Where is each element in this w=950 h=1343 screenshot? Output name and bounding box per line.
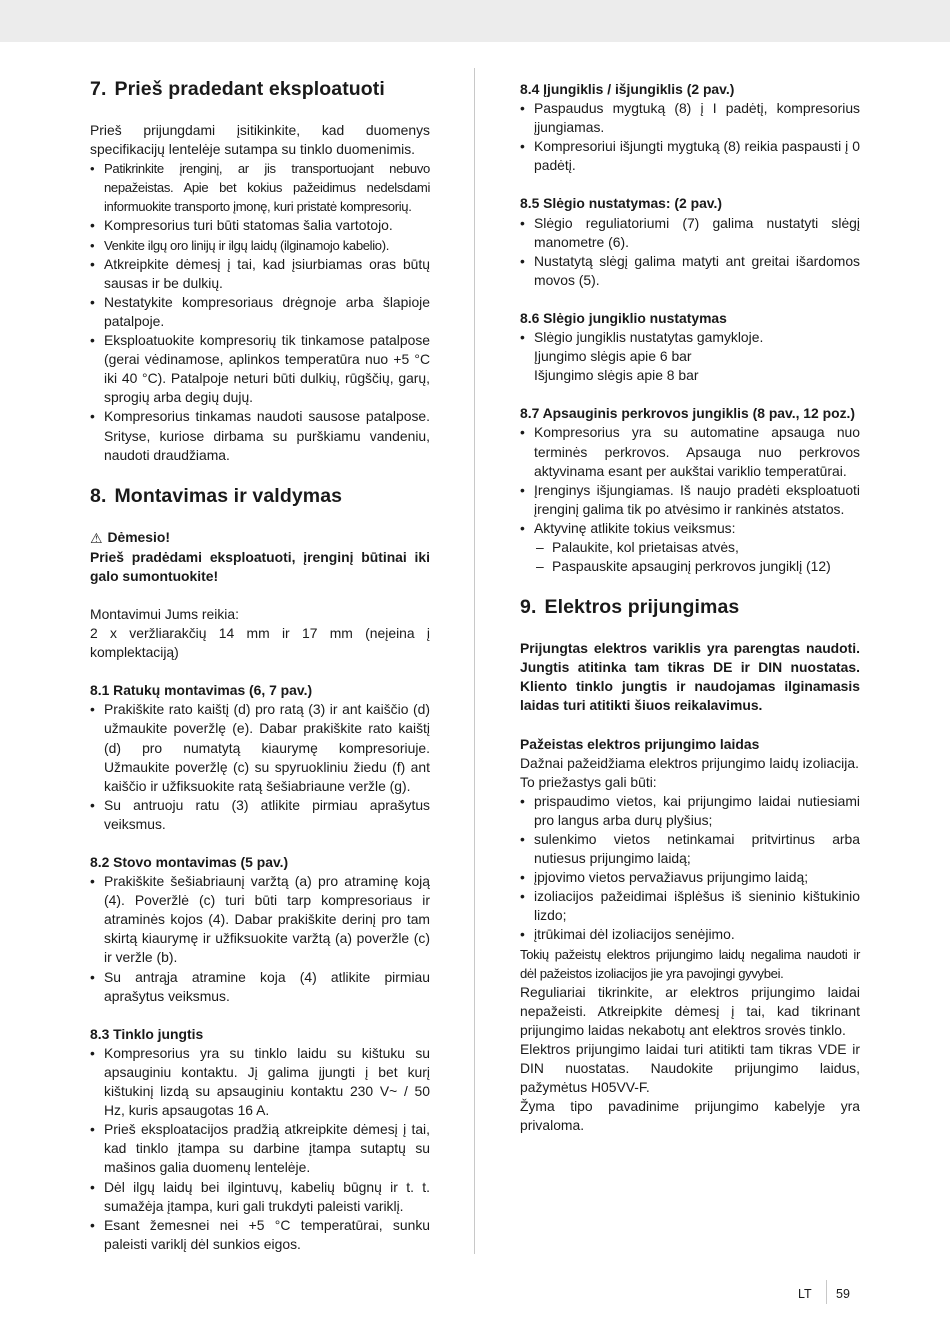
list-item: • izoliacijos pažeidimai išplėšus iš sieninio kištukinio lizdo; (520, 887, 860, 925)
section-9-heading: 9. Elektros prijungimas (520, 596, 740, 619)
section-7-intro: Prieš prijungdami įsitikinkite, kad duomenys specifikacijų lentelėje sutampa su tinklo duomenimis. (90, 122, 430, 158)
section-8-6-heading: 8.6 Slėgio jungiklio nustatymas (520, 309, 727, 326)
section-8-7-heading: 8.7 Apsauginis perkrovos jungiklis (8 pav., 12 poz.) (520, 405, 856, 422)
section-8-2-list (90, 872, 430, 1006)
damaged-cable-heading: Pažeistas elektros prijungimo laidas (520, 735, 760, 752)
list-item: • įpjovimo vietos pervažiavus prijungimo laidą; (520, 868, 860, 887)
list-item: • Slėgio reguliatoriumi (7) galima nustatyti slėgį manometre (6). (520, 214, 860, 252)
warning-title: ⚠ Dėmesio! (90, 528, 430, 548)
section-8-4-heading: 8.4 Įjungiklis / išjungiklis (2 pav.) (520, 81, 735, 97)
column-divider (474, 68, 475, 1254)
list-item: • Su antrąja atramine koja (4) atlikite pirmiau aprašytus veiksmus. (90, 968, 430, 1006)
needs-label: Montavimui Jums reikia: (90, 605, 239, 622)
causes-list (520, 792, 860, 945)
step-item: – Paspauskite apsauginį perkrovos jungiklį (12) (520, 557, 860, 576)
list-item: • Kompresorius yra su automatine apsauga nuo terminės perkrovos. Apsauga nuo perkrovos aktyvinama esant per aukštai variklio temperatūrai. (520, 423, 860, 480)
causes-label: To priežastys gali būti: (520, 773, 657, 790)
vde-text: Elektros prijungimo laidai turi atitikti tam tikras VDE ir DIN nuostatas. Naudokite prijungimo laidus, pažymėtus H05VV-F. (520, 1041, 860, 1096)
list-item: • įtrūkimai dėl izoliacijos senėjimo. (520, 925, 860, 944)
section-7-list (90, 159, 430, 465)
marking-text: Žyma tipo pavadinime prijungimo kabelyje yra privaloma. (520, 1098, 860, 1134)
list-item: • sulenkimo vietos netinkamai pritvirtinus arba nutiesus prijungimo laidą; (520, 830, 860, 868)
section-8-5-list (520, 214, 860, 290)
section-8-5-heading: 8.5 Slėgio nustatymas: (2 pav.) (520, 195, 722, 212)
list-item: • prispaudimo vietos, kai prijungimo laidai nutiesiami pro langus arba durų plyšius; (520, 792, 860, 830)
section-8-3-heading: 8.3 Tinklo jungtis (90, 1025, 204, 1042)
section-7-heading: 7. Prieš pradedant eksploatuoti (90, 78, 385, 100)
section-8-7-list (520, 423, 860, 576)
list-item: • Kompresorius tinkamas naudoti sausose patalpose. Srityse, kuriose dirbama su purškiamu vandeniu, naudoti draudžiama. (90, 407, 430, 464)
right-column (520, 76, 860, 1136)
list-item: • Venkite ilgų oro linijų ir ilgų laidų (ilginamojo kabelio). (90, 236, 430, 255)
section-8-3-list (90, 1044, 430, 1254)
list-item: • Įrenginys išjungiamas. Iš naujo pradėti eksploatuoti įrenginį galima tik po atvėsimo ir rankinės atstatos. (520, 481, 860, 519)
on-pressure: Įjungimo slėgis apie 6 bar (534, 348, 692, 365)
list-item: • Prieš eksploatacijos pradžią atkreipkite dėmesį į tai, kad tinklo įtampa su darbine įtampa sutaptų su mašinos galia duomenų lentelėje. (90, 1120, 430, 1177)
list-item: • Aktyvinę atlikite tokius veiksmus: (520, 519, 860, 538)
list-item: • Nustatytą slėgį galima matyti ant greitai išardomos movos (5). (520, 252, 860, 290)
off-pressure: Išjungimo slėgis apie 8 bar (534, 367, 699, 384)
check-text: Reguliariai tikrinkite, ar elektros prijungimo laidai nepažeisti. Atkreipkite dėmesį į tai, kad tikrinant prijungimo laidas nekabotų ant elektros srovės tinklo. (520, 983, 860, 1038)
top-bar (0, 0, 950, 42)
step-item: – Palaukite, kol prietaisas atvės, (520, 538, 860, 557)
list-item: • Paspaudus mygtuką (8) į I padėtį, kompresorius įjungiamas. (520, 99, 860, 137)
damaged-cable-text: Dažnai pažeidžiama elektros prijungimo laidų izoliacija. (520, 754, 859, 771)
list-item: • Slėgio jungiklis nustatytas gamykloje. (520, 328, 860, 347)
list-item: • Kompresoriui išjungti mygtuką (8) reikia paspausti į 0 padėtį. (520, 137, 860, 175)
section-8-1-heading: 8.1 Ratukų montavimas (6, 7 pav.) (90, 682, 313, 699)
list-item: • Kompresorius yra su tinklo laidu su kištuku su apsauginiu kontaktu. Jį galima įjungti į bet kurį kištukinį lizdą su apsauginiu kontaktu 230 V~ / 50 Hz, kuris apsaugotas 16 A. (90, 1044, 430, 1120)
page-number: 59 (836, 1287, 850, 1301)
list-item: • Dėl ilgų laidų bei ilgintuvų, kabelių būgnų ir t. t. sumažėja įtampa, kuri gali trukdyti paleisti variklį. (90, 1178, 430, 1216)
list-item: • Eksploatuokite kompresorių tik tinkamose patalpose (gerai vėdinamose, aplinkos temperatūra nuo +5 °C iki 40 °C). Patalpoje neturi būti dulkių, rūgščių, garų, sprogių arba degių dujų. (90, 331, 430, 407)
warning-icon: ⚠ (90, 529, 103, 546)
footer-language: LT (798, 1287, 812, 1301)
section-8-2-heading: 8.2 Stovo montavimas (5 pav.) (90, 854, 289, 870)
section-8-6-list (520, 328, 860, 347)
list-item: • Esant žemesnei nei +5 °C temperatūrai, sunku paleisti variklį dėl sunkios eigos. (90, 1216, 430, 1254)
section-8-4-list (520, 99, 860, 175)
list-item: • Nestatykite kompresoriaus drėgnoje arba šlapioje patalpoje. (90, 293, 430, 331)
list-item: • Prakiškite šešiabriaunį varžtą (a) pro atraminę koją (4). Poveržlė (c) turi būti tarp kompresoriaus ir atraminės kojos (4). Dabar prakiškite derinį pro tam skirtą kiaurymę ir užfiksuokite varžtą (a) poveržle (c) ir veržle (b). (90, 872, 430, 967)
left-column (90, 76, 430, 1254)
warning-text: Prieš pradėdami eksploatuoti, įrenginį būtinai iki galo sumontuokite! (90, 548, 430, 584)
list-item: • Su antruoju ratu (3) atlikite pirmiau aprašytus veiksmus. (90, 796, 430, 834)
section-8-1-list (90, 700, 430, 834)
section-9-intro: Prijungtas elektros variklis yra parengtas naudoti. Jungtis atitinka tam tikras DE ir DIN nuostatas. Kliento tinklo jungtis ir naudojamas ilginamasis laidas turi atitikti šiuos reikalavimus. (520, 640, 860, 714)
footer-divider (826, 1280, 827, 1304)
list-item: • Kompresorius turi būti statomas šalia vartotojo. (90, 216, 430, 235)
danger-text: Tokių pažeistų elektros prijungimo laidų negalima naudoti ir dėl pažeistos izoliacijos jie yra pavojingi gyvybei. (520, 946, 860, 981)
section-8-heading: 8. Montavimas ir valdymas (90, 484, 343, 507)
list-item: • Prakiškite rato kaištį (d) pro ratą (3) ir ant kaiščio (d) užmaukite poveržlę (e). Dabar prakiškite rato kaištį (d) pro numatytą kiaurymę kompresoriuje. Užmaukite poveržlę (c) su spyruokliniu žiedu (f) ant kaiščio ir užfiksuokite ratą šešiabriaune veržle (g). (90, 700, 430, 795)
list-item: • Patikrinkite įrenginį, ar jis transportuojant nebuvo nepažeistas. Apie bet kokius pažeidimus nedelsdami informuokite transporto įmonę, kuri pristatė kompresorių. (90, 159, 430, 216)
list-item: • Atkreipkite dėmesį į tai, kad įsiurbiamas oras būtų sausas ir be dulkių. (90, 255, 430, 293)
needs-text: 2 x veržliarakčių 14 mm ir 17 mm (neįeina į komplektaciją) (90, 625, 430, 661)
